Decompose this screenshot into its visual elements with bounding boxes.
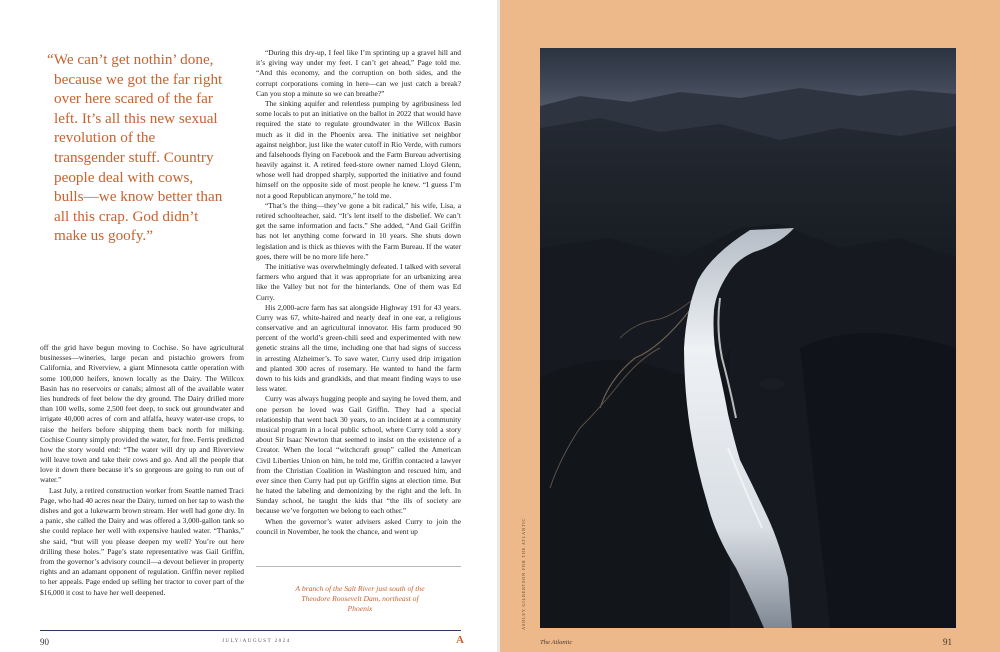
issue-date: JULY/AUGUST 2024 <box>222 638 291 644</box>
paragraph: “During this dry-up, I feel like I’m sprinting up a gravel hill and it’s giving way under my feet. I can’t get ahead,” Page told me. “And this economy, and the corruption on both sides, and the corrupt corporations coming in here—can we just catch a break? Can you stop a minute so we can breathe?” <box>256 48 461 98</box>
river-landscape-image <box>540 48 956 628</box>
pull-quote-text: “We can’t get nothin’ done, because we got the far right over here scared of the far left. It’s all this new sexual revolution of the transgender stuff. Country people deal with cows, bulls—we know better than all this crap. God didn’t make us goofy.” <box>47 51 223 245</box>
paragraph: His 2,000-acre farm has sat alongside Highway 191 for 43 years. Curry was 67, white-haired and nearly deaf in one ear, a religious conservative and an agricultural innovator. His farm produced 90 percent of the world’s green-chili seed and experimented with new genetic strains all the time, including one that had signs of success in arresting Alzheimer’s. To save water, Curry used drip irrigation and planted 300 acres of rosemary. He wanted to hand the farm down to his kids and grandkids, and that meant finding ways to use less water. <box>256 302 461 394</box>
page-number-left: 90 <box>40 637 49 647</box>
paragraph: off the grid have begun moving to Cochise. So have agricultural businesses—wineries, large pecan and pistachio growers from California, and Riverview, a giant Minnesota cattle operation with some 100,000 heifers, known locally as the Dairy. The Willcox Basin has no reservoirs or canals; almost all of the available water lies hundreds of feet below the dry ground. The Dairy drilled more than 100 wells, some 2,500 feet deep, to suck out groundwater and irrigate 40,000 acres of corn and alfalfa, heavy water-use crops, to raise the heifers before shipping them back north for milking. Cochise County simply provided the water, for free. Ferris predicted how the story would end: “The water will dry up and Riverview will leave town and take their cows and go. And all the people that love it down there because it’s so gorgeous are going to run out of water.” <box>40 343 244 485</box>
pull-quote <box>47 50 226 246</box>
paragraph: When the governor’s water advisers asked Curry to join the council in November, he took the chance, and went up <box>256 516 461 536</box>
body-column-left <box>40 343 244 598</box>
page-number-right: 91 <box>943 637 952 647</box>
paragraph: Last July, a retired construction worker from Seattle named Traci Page, who had 40 acres near the Dairy, turned on her tap to wash the dishes and got a lukewarm brown stream. Her well had gone dry. In a panic, she called the Dairy and was offered a 3,000-gallon tank so she could replace her well with expensive hauled water. “Thanks,” she said, “but will you please deepen my well? You’re out here drilling these holes.” Page’s state representative was Gail Griffin, from the governor’s advisory council—a devout believer in property rights and an adamant opponent of regulation. Griffin never replied to her appeals. Page ended up selling her tractor to cover part of the $16,000 it cost to have her well deepened. <box>40 485 244 597</box>
paragraph: “That’s the thing—they’ve gone a bit radical,” his wife, Lisa, a retired schoolteacher, said. “It’s lent itself to the disbelief. We can’t get the same information and facts.” She added, “And Gail Griffin has not let anything come forward in 10 years. She shuts down legislation and is thick as thieves with the Farm Bureau. If the water goes, there will be no more life here.” <box>256 200 461 261</box>
left-page <box>0 0 497 652</box>
body-column-right <box>256 48 461 537</box>
paragraph: Curry was always hugging people and saying he loved them, and one person he loved was Gail Griffin. They had a special relationship that went back 30 years, to an incident at a community musical program in a local public school, where Curry told a story about Sir Isaac Newton that seemed to insist on the existence of a Creator. When the local “witchcraft group” called the American Civil Liberties Union on him, he told me, Griffin contacted a lawyer from the Christian Coalition in Washington and rescued him, and ever since then Curry had put up Griffin signs at election time. But he hated the labeling and demonizing by the right and the left. In Sunday school, he taught the kids that “the ills of society are because we’ve forgotten we belong to each other.” <box>256 394 461 516</box>
caption-divider <box>256 566 461 567</box>
paragraph: The initiative was overwhelmingly defeated. I talked with several farmers who argued that it was appropriate for an urbanizing area like the Valley but not for the hinterlands. One of them was Ed Curry. <box>256 261 461 302</box>
footer-rule <box>40 630 461 631</box>
photo-caption: A branch of the Salt River just south of the Theodore Roosevelt Dam, northeast of Phoenix <box>295 584 425 614</box>
photo-credit: ASHLEY GILBERTSON FOR THE ATLANTIC <box>521 517 526 630</box>
paragraph: The sinking aquifer and relentless pumping by agribusiness led some locals to put an initiative on the ballot in 2022 that would have required the state to regulate groundwater in the Willcox Basin much as it did in the Phoenix area. The initiative set neighbor against neighbor, just like the water cutoff in Rio Verde, with rumors and falsehoods flying on Facebook and the Farm Bureau advertising heavily against it. A retired feed-store owner named Lloyd Glenn, whose well had dropped sharply, supported the initiative and found himself on the opposite side of most people he knew. “I guess I’m not a good Republican anymore,” he told me. <box>256 98 461 200</box>
magazine-name: The Atlantic <box>540 639 573 646</box>
river-photo <box>540 48 956 628</box>
atlantic-logo-icon: A <box>456 634 464 646</box>
